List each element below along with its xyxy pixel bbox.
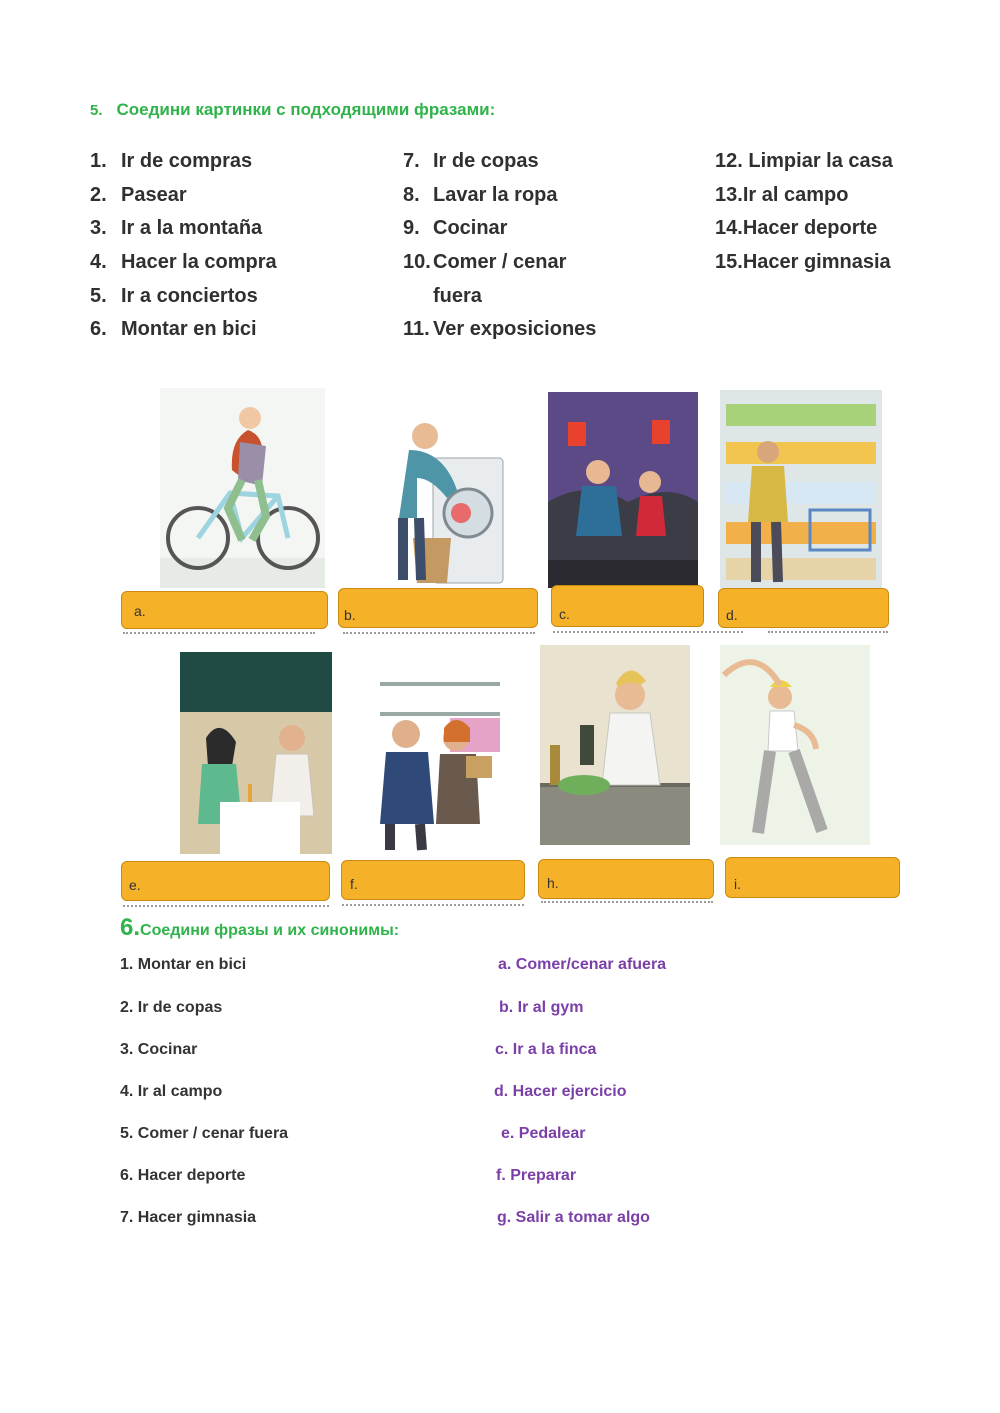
synonym-g: g. Salir a tomar algo (497, 1209, 650, 1226)
phrase-item: 10. Comer / cenar (403, 251, 567, 274)
answer-label-i: i. (734, 876, 741, 892)
laundry-picture (343, 408, 508, 588)
phrase-item: 3. Ir a la montaña (90, 217, 263, 240)
phrase-item: 12. Limpiar la casa (715, 150, 893, 172)
dotted-line (123, 905, 329, 907)
dotted-line (343, 632, 535, 634)
phrase-column-2 (403, 146, 596, 348)
answer-box-f[interactable] (341, 860, 525, 900)
exercise-6-title: Соедини фразы и их синонимы: (140, 922, 400, 939)
phrase-item: 9. Cocinar (403, 217, 508, 240)
answer-label-a: a. (134, 603, 146, 619)
phrase-left-5: 5. Comer / cenar fuera (120, 1125, 289, 1142)
shopping-picture (360, 664, 510, 852)
dotted-line (123, 632, 315, 634)
synonym-b: b. Ir al gym (499, 999, 584, 1016)
cooking-picture (540, 645, 690, 845)
answer-label-h: h. (547, 875, 559, 891)
answer-label-b: b. (344, 607, 356, 623)
dotted-line (768, 631, 888, 633)
answer-label-c: c. (559, 606, 570, 622)
answer-label-e: e. (129, 877, 141, 893)
phrase-column-3 (715, 146, 893, 281)
phrase-item: 6. Montar en bici (90, 318, 257, 341)
supermarket-picture (720, 390, 882, 588)
answer-box-a[interactable] (121, 591, 328, 629)
phrase-left-6: 6. Hacer deporte (120, 1167, 246, 1184)
exercise-5-title: Соедини картинки с подходящими фразами: (116, 100, 496, 119)
answer-box-b[interactable] (338, 588, 538, 628)
phrase-item: 2. Pasear (90, 183, 187, 206)
phrase-column-1 (90, 146, 277, 348)
phrase-item: fuera (433, 284, 482, 307)
phrase-item: 1. Ir de compras (90, 150, 253, 172)
dotted-line (342, 904, 524, 906)
exercise-5-number: 5. (90, 102, 103, 119)
synonym-e: e. Pedalear (501, 1125, 586, 1142)
phrase-item: 14. Hacer deporte (715, 217, 878, 240)
phrase-left-1: 1. Montar en bici (120, 956, 247, 973)
phrase-item: 7. Ir de copas (403, 150, 539, 172)
exercise-5-heading (90, 100, 495, 120)
bicycle-picture (160, 388, 325, 588)
restaurant-picture (180, 652, 332, 854)
bar-picture (548, 392, 698, 588)
phrase-item: 5. Ir a conciertos (90, 284, 258, 307)
synonym-d: d. Hacer ejercicio (494, 1083, 627, 1100)
phrase-item: 13. Ir al campo (715, 183, 849, 206)
answer-label-f: f. (350, 876, 358, 892)
phrase-item: 4. Hacer la compra (90, 251, 277, 274)
phrase-left-3: 3. Cocinar (120, 1041, 198, 1058)
phrase-left-4: 4. Ir al campo (120, 1083, 223, 1100)
answer-box-c[interactable] (551, 585, 704, 627)
answer-box-i[interactable] (725, 857, 900, 898)
exercise-6-number: 6. (120, 914, 141, 941)
synonym-a: a. Comer/cenar afuera (498, 956, 667, 973)
answer-box-h[interactable] (538, 859, 714, 899)
answer-label-d: d. (726, 607, 738, 623)
answer-box-d[interactable] (718, 588, 889, 628)
phrase-left-2: 2. Ir de copas (120, 999, 223, 1016)
phrase-item: 15. Hacer gimnasia (715, 251, 891, 274)
exercise-6-heading (120, 914, 399, 942)
dotted-line (541, 901, 713, 903)
phrase-left-7: 7. Hacer gimnasia (120, 1209, 257, 1226)
answer-box-e[interactable] (121, 861, 330, 901)
phrase-item: 11. Ver exposiciones (403, 318, 597, 341)
dotted-line (553, 631, 743, 633)
gymnastics-picture (720, 645, 870, 845)
phrase-item: 8. Lavar la ropa (403, 183, 558, 206)
synonym-c: c. Ir a la finca (495, 1041, 597, 1058)
synonym-f: f. Preparar (496, 1167, 577, 1184)
